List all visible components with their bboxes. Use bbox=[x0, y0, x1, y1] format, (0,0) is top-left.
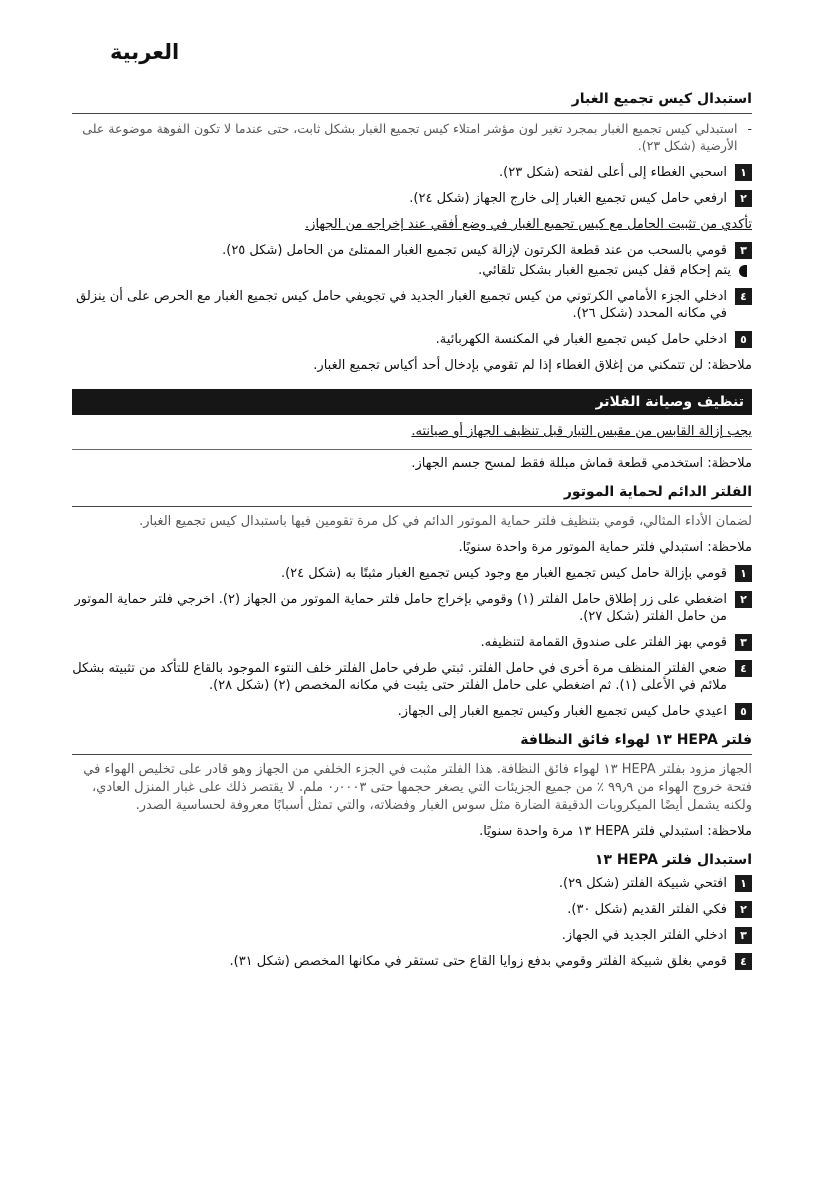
step-text: اضغطي على زر إطلاق حامل الفلتر (١) وقومي بإخراج حامل فلتر حماية الموتور من الجهاز (٢). اخرجي فلتر حماية الموتور من حامل الفلتر (شكل ٢٧). bbox=[74, 592, 727, 624]
step-text: ادخلي الفلتر الجديد في الجهاز. bbox=[561, 928, 727, 943]
step-number: ٢ bbox=[735, 190, 752, 207]
warning-note: تأكدي من تثبيت الحامل مع كيس تجميع الغبار في وضع أفقي عند إخراجه من الجهاز. bbox=[305, 217, 752, 232]
step-text: ادخلي حامل كيس تجميع الغبار في المكنسة الكهربائية. bbox=[435, 332, 727, 347]
step-item bbox=[72, 703, 752, 720]
step-text: ضعي الفلتر المنظف مرة أخرى في حامل الفلتر. ثبتي طرفي حامل الفلتر خلف النتوء الموجود بالقاع للتأكد من تثبيته بشكل ملائم في الأعلى (١). ثم اضغطي على حامل الفلتر حتى يثبت في مكانه المخصص (٢) (شكل ٢٨). bbox=[72, 661, 727, 693]
step-number: ٢ bbox=[735, 591, 752, 608]
step-text: قومي بإزالة حامل كيس تجميع الغبار مع وجود كيس تجميع الغبار مثبتًا به (شكل ٢٤). bbox=[280, 566, 727, 581]
step-number: ٣ bbox=[735, 634, 752, 651]
step-item bbox=[72, 164, 752, 181]
step-text: قومي بالسحب من عند قطعة الكرتون لإزالة كيس تجميع الغبار الممتلئ من الحامل (شكل ٢٥). bbox=[222, 243, 727, 258]
step-number: ٥ bbox=[735, 703, 752, 720]
section-title-dust-bag: استبدال كيس تجميع الغبار bbox=[72, 88, 752, 114]
bullet-item bbox=[72, 120, 752, 154]
language-title: العربية bbox=[110, 40, 180, 64]
note-text: ملاحظة: لن تتمكني من إغلاق الغطاء إذا لم تقومي بإدخال أحد أكياس تجميع الغبار. bbox=[313, 358, 752, 373]
section-bar-cleaning: تنظيف وصيانة الفلاتر bbox=[72, 389, 752, 415]
result-item bbox=[72, 262, 752, 279]
step-item bbox=[72, 591, 752, 625]
step-number: ٤ bbox=[735, 953, 752, 970]
note-text: ملاحظة: استبدلي فلتر HEPA ١٣ مرة واحدة سنويًا. bbox=[479, 824, 752, 839]
step-text: اعيدي حامل كيس تجميع الغبار وكيس تجميع الغبار إلى الجهاز. bbox=[397, 704, 727, 719]
dash-bullet-icon: - bbox=[747, 121, 752, 136]
step-number: ١ bbox=[735, 875, 752, 892]
step-number: ٤ bbox=[735, 660, 752, 677]
step-item bbox=[72, 242, 752, 259]
warning-note: يجب إزالة القابس من مقبس التيار قبل تنظيف الجهاز أو صيانته. bbox=[411, 424, 752, 439]
step-text: ارفعي حامل كيس تجميع الغبار إلى خارج الجهاز (شكل ٢٤). bbox=[409, 191, 727, 206]
step-number: ٥ bbox=[735, 331, 752, 348]
step-item bbox=[72, 288, 752, 322]
intro-text: لضمان الأداء المثالي، قومي بتنظيف فلتر حماية الموتور الدائم في كل مرة تقومين فيها باستبدال كيس تجميع الغبار. bbox=[139, 514, 752, 529]
step-item bbox=[72, 331, 752, 348]
note-text: ملاحظة: استبدلي فلتر حماية الموتور مرة واحدة سنويًا. bbox=[458, 540, 752, 555]
step-number: ١ bbox=[735, 164, 752, 181]
step-text: اسحبي الغطاء إلى أعلى لفتحه (شكل ٢٣). bbox=[499, 165, 727, 180]
step-item bbox=[72, 565, 752, 582]
step-text: قومي بغلق شبيكة الفلتر وقومي بدفع زوايا القاع حتى تستقر في مكانها المخصص (شكل ٣١). bbox=[229, 954, 727, 969]
step-number: ١ bbox=[735, 565, 752, 582]
step-text: فكي الفلتر القديم (شكل ٣٠). bbox=[567, 902, 727, 917]
intro-text: الجهاز مزود بفلتر HEPA ١٣ لهواء فائق النظافة. هذا الفلتر مثبت في الجزء الخلفي من الجهاز وهو قادر على تخليص الهواء في فتحة خروج الهواء من ٩٩٫٩ ٪ من جميع الجزيئات التي يصغر حجمها حتى ٠٫٠٠٠٣ ملم. لا يقتصر ذلك على غبار المنزل العادي، ولكنه يشمل أيضًا الميكروبات الدقيقة الضارة مثل سوس الغبار وفضلاته، والتي تمثل أسبابًا معروفة لحساسية الصدر. bbox=[83, 762, 752, 813]
half-circle-result-icon bbox=[739, 265, 747, 277]
step-text: ادخلي الجزء الأمامي الكرتوني من كيس تجميع الغبار الجديد في تجويفي حامل كيس تجميع الغبار مع الحرص على أن ينزلق في مكانه المحدد (شكل ٢٦). bbox=[76, 289, 727, 321]
step-item bbox=[72, 875, 752, 892]
step-number: ٣ bbox=[735, 927, 752, 944]
step-number: ٢ bbox=[735, 901, 752, 918]
subsection-title: استبدال فلتر HEPA ١٣ bbox=[594, 852, 752, 868]
step-item bbox=[72, 953, 752, 970]
bullet-text: استبدلي كيس تجميع الغبار بمجرد تغير لون مؤشر امتلاء كيس تجميع الغبار بشكل ثابت، حتى عندما لا تكون الفوهة موضوعة على الأرضية (شكل ٢٣). bbox=[82, 121, 738, 153]
section-title-hepa: فلتر HEPA ١٣ لهواء فائق النظافة bbox=[72, 729, 752, 755]
step-number: ٤ bbox=[735, 288, 752, 305]
step-item bbox=[72, 190, 752, 207]
result-text: يتم إحكام قفل كيس تجميع الغبار بشكل تلقائي. bbox=[478, 263, 731, 278]
note-text: ملاحظة: استخدمي قطعة قماش مبللة فقط لمسح جسم الجهاز. bbox=[411, 456, 752, 471]
step-item bbox=[72, 901, 752, 918]
step-text: افتحي شبيكة الفلتر (شكل ٢٩). bbox=[558, 876, 727, 891]
step-text: قومي بهز الفلتر على صندوق القمامة لتنظيفه. bbox=[480, 635, 727, 650]
divider bbox=[72, 449, 752, 450]
content bbox=[72, 88, 752, 979]
step-item bbox=[72, 660, 752, 694]
step-item bbox=[72, 634, 752, 651]
step-number: ٣ bbox=[735, 242, 752, 259]
step-item bbox=[72, 927, 752, 944]
section-title-motor-filter: الفلتر الدائم لحماية الموتور bbox=[72, 481, 752, 507]
